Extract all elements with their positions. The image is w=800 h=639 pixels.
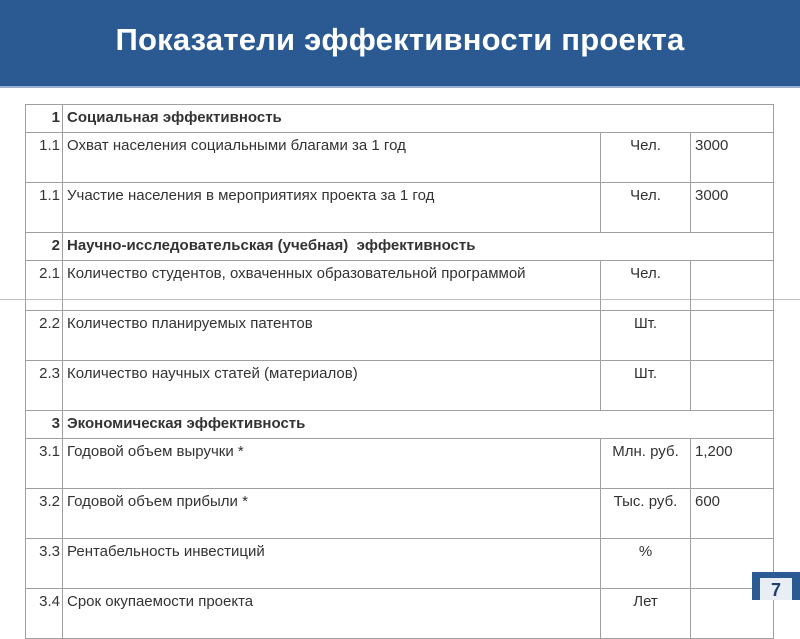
table-row-section-1 xyxy=(26,105,774,133)
table-row xyxy=(26,589,774,639)
section-name: Социальная эффективность xyxy=(63,105,774,133)
section-name: Экономическая эффективность xyxy=(63,411,774,439)
slide-header xyxy=(0,0,800,86)
header-underline xyxy=(0,86,800,88)
indicator-unit: Чел. xyxy=(601,183,691,233)
table-row xyxy=(26,133,774,183)
indicator-unit: Млн. руб. xyxy=(601,439,691,489)
indicator-value: 600 xyxy=(691,489,774,539)
table-row xyxy=(26,183,774,233)
indicator-unit: Чел. xyxy=(601,133,691,183)
indicators-table-container xyxy=(25,104,774,639)
table-row xyxy=(26,539,774,589)
table-row xyxy=(26,361,774,411)
row-number: 1.1 xyxy=(26,133,63,183)
slide-number: 7 xyxy=(770,580,781,600)
row-number: 2.2 xyxy=(26,311,63,361)
row-number: 3 xyxy=(26,411,63,439)
table-row-section-2 xyxy=(26,233,774,261)
table-row xyxy=(26,261,774,311)
indicator-unit: % xyxy=(601,539,691,589)
row-number: 1 xyxy=(26,105,63,133)
slide-number-panel xyxy=(760,578,792,600)
row-number: 3.2 xyxy=(26,489,63,539)
indicator-name: Количество студентов, охваченных образовательной программой xyxy=(63,261,601,311)
row-number: 3.1 xyxy=(26,439,63,489)
row-number: 2.1 xyxy=(26,261,63,311)
indicator-name: Годовой объем прибыли * xyxy=(63,489,601,539)
row-number: 3.3 xyxy=(26,539,63,589)
section-name: Научно-исследовательская (учебная) эффективность xyxy=(63,233,774,261)
indicators-table xyxy=(25,104,774,639)
row-number: 3.4 xyxy=(26,589,63,639)
table-row xyxy=(26,439,774,489)
indicator-value: 3000 xyxy=(691,183,774,233)
indicator-name: Количество научных статей (материалов) xyxy=(63,361,601,411)
indicator-name: Годовой объем выручки * xyxy=(63,439,601,489)
indicator-value: 1,200 xyxy=(691,439,774,489)
indicator-value: 3000 xyxy=(691,133,774,183)
slide-number-badge xyxy=(752,572,800,600)
indicator-unit: Чел. xyxy=(601,261,691,311)
table-row xyxy=(26,489,774,539)
indicator-unit: Шт. xyxy=(601,361,691,411)
row-number: 2.3 xyxy=(26,361,63,411)
indicator-unit: Шт. xyxy=(601,311,691,361)
indicator-name: Участие населения в мероприятиях проекта за 1 год xyxy=(63,183,601,233)
table-row xyxy=(26,311,774,361)
slide-title: Показатели эффективности проекта xyxy=(115,22,685,57)
indicator-name: Количество планируемых патентов xyxy=(63,311,601,361)
row-number: 2 xyxy=(26,233,63,261)
indicator-name: Срок окупаемости проекта xyxy=(63,589,601,639)
indicator-unit: Лет xyxy=(601,589,691,639)
indicator-name: Охват населения социальными благами за 1 год xyxy=(63,133,601,183)
table-row-section-3 xyxy=(26,411,774,439)
indicator-unit: Тыс. руб. xyxy=(601,489,691,539)
indicator-value xyxy=(691,311,774,361)
indicator-value xyxy=(691,361,774,411)
row-number: 1.1 xyxy=(26,183,63,233)
indicator-value xyxy=(691,261,774,311)
indicator-name: Рентабельность инвестиций xyxy=(63,539,601,589)
